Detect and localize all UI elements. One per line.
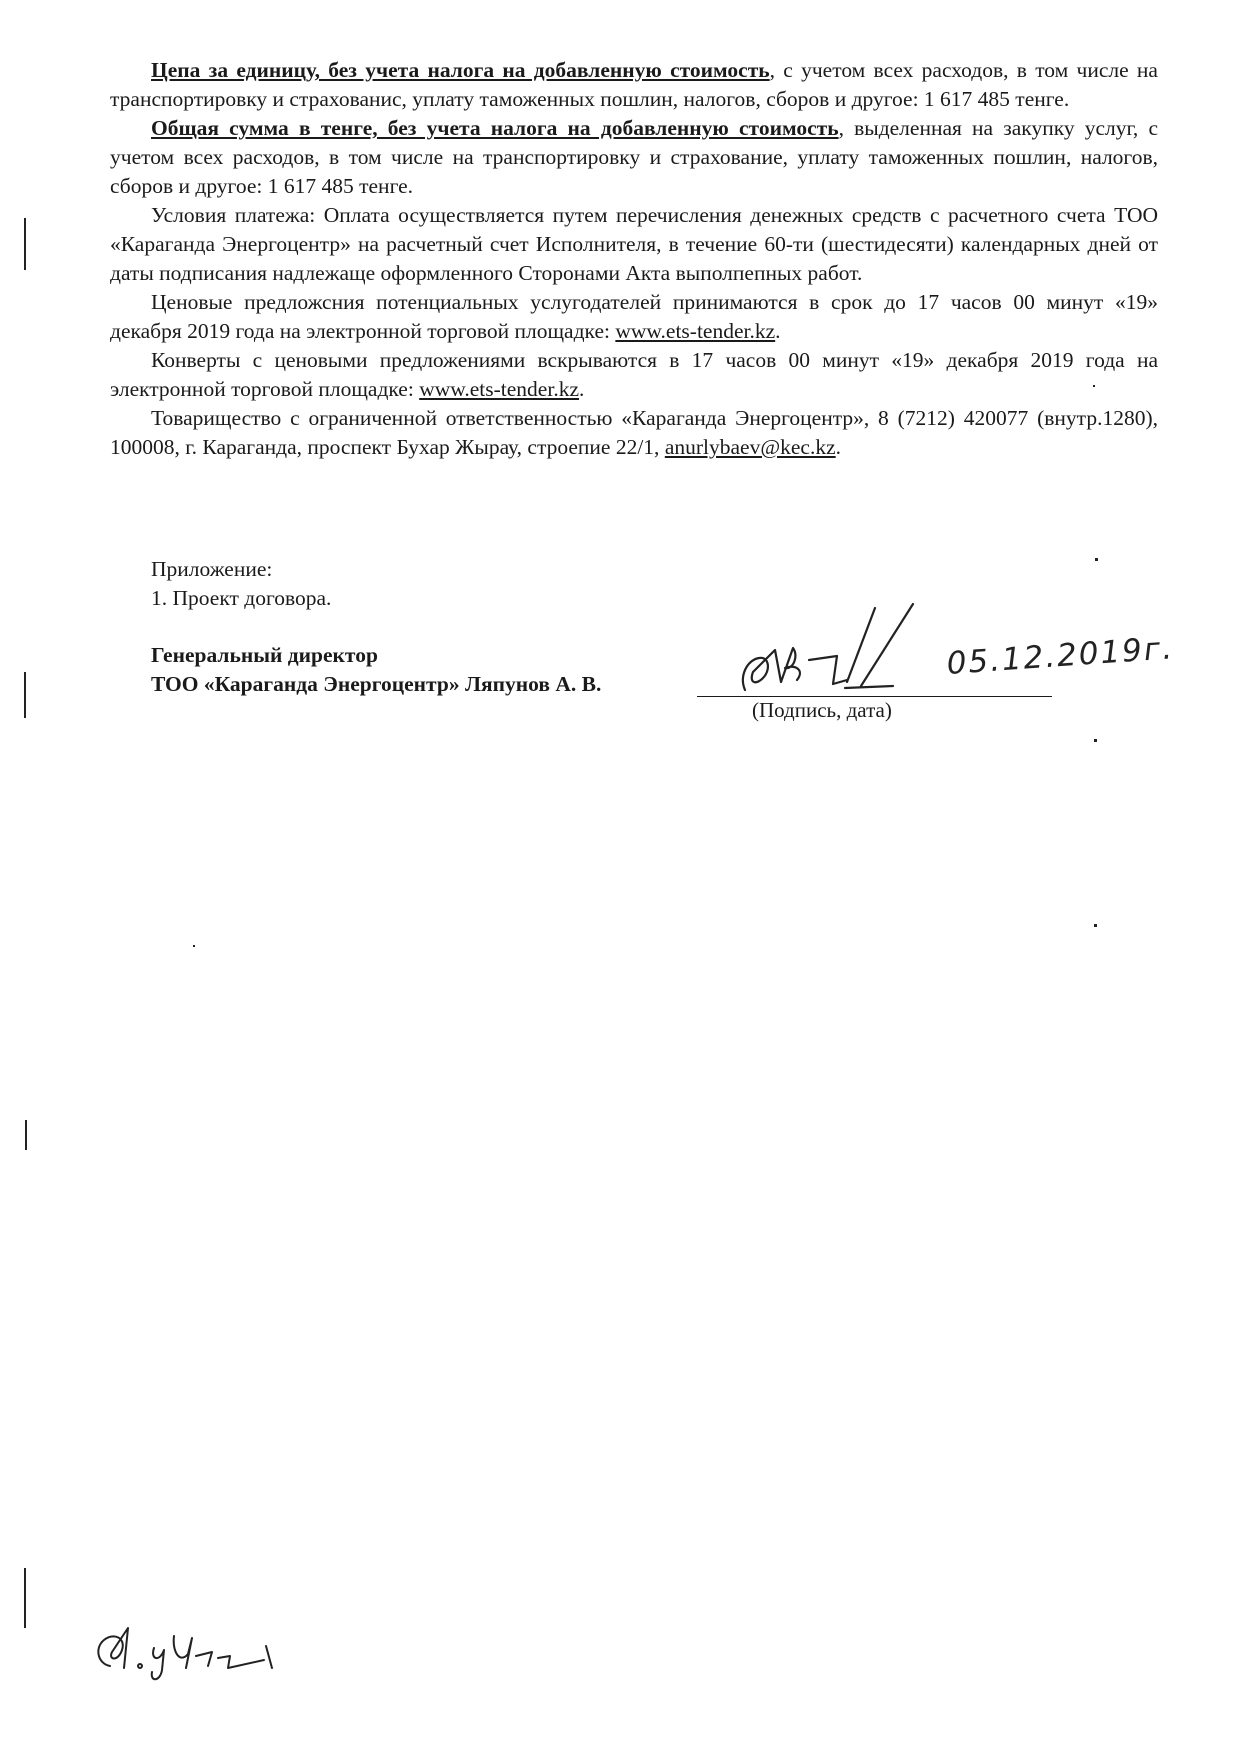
contacts-tail: . bbox=[835, 435, 842, 459]
scan-margin-mark bbox=[24, 672, 26, 718]
signature-caption: (Подпись, дата) bbox=[752, 698, 892, 722]
unit-price-text: , с учетом всех расходов, в том числе на транспортировку и страхованис, уплату таможенных пошлин, налогов, сборов и другое: 1 617 485 тенге. bbox=[110, 58, 1158, 111]
appendix-section bbox=[151, 555, 331, 613]
signatory-block bbox=[151, 641, 601, 699]
appendix-item: 1. Проект договора. bbox=[151, 586, 332, 610]
total-sum-heading: Общая сумма в тенге, без учета налога на добавленную стоимость bbox=[151, 116, 839, 140]
director-signature-icon bbox=[735, 598, 925, 698]
scan-margin-mark bbox=[24, 1568, 26, 1628]
total-sum-text: , выделенная на закупку услуг, с учетом всех расходов, в том числе на транспортировку и страхование, уплату таможенных пошлин, налогов, сборов и другое: 1 617 485 тенге. bbox=[110, 116, 1158, 198]
contacts-text: Товарищество с ограниченной ответственностью «Караганда Энергоцентр», 8 (7212) 420077 (внутр.1280), 100008, г. Караганда, проспект Бухар Жырау, строепие 22/1, bbox=[110, 406, 1158, 459]
opening-tail: . bbox=[579, 377, 585, 401]
deadline-paragraph bbox=[110, 288, 1158, 346]
signature-line bbox=[697, 696, 1052, 697]
handwritten-date: 05.12.2019г. bbox=[945, 630, 1176, 682]
opening-text: Конверты с ценовыми предложениями вскрываются в 17 часов 00 минут «19» декабря 2019 года на электронной торговой площадке: bbox=[110, 348, 1158, 401]
opening-paragraph bbox=[110, 346, 1158, 404]
signatory-position: Генеральный директор bbox=[151, 643, 378, 667]
appendix-title: Приложение: bbox=[151, 557, 273, 581]
deadline-tail: . bbox=[775, 319, 781, 343]
unit-price-heading: Цепа за единицу, без учета налога на добавленную стоимость bbox=[151, 58, 770, 82]
document-body bbox=[110, 56, 1158, 462]
signatory-company-name: ТОО «Караганда Энергоцентр» Ляпунов А. В. bbox=[151, 672, 602, 696]
deadline-text: Ценовые предложсния потенциальных услугодателей принимаются в срок до 17 часов 00 минут «19» декабря 2019 года на электронной торговой площадке: bbox=[110, 290, 1158, 343]
scan-margin-mark bbox=[24, 218, 26, 270]
initials-signature-icon bbox=[88, 1608, 298, 1688]
scan-dot bbox=[193, 945, 195, 947]
scan-dot bbox=[1094, 739, 1097, 742]
unit-price-paragraph bbox=[110, 56, 1158, 114]
contacts-paragraph bbox=[110, 404, 1158, 462]
opening-link[interactable]: www.ets-tender.kz bbox=[419, 377, 579, 401]
scan-margin-mark bbox=[25, 1120, 27, 1150]
deadline-link[interactable]: www.ets-tender.kz bbox=[615, 319, 776, 343]
payment-terms-paragraph: Условия платежа: Оплата осуществляется путем перечисления денежных средств с расчетного счета ТОО «Караганда Энергоцентр» на расчетный счет Исполнителя, в течение 60-ти (шестидесяти) календарных дней от даты подписания надлежаще оформленного Сторонами Акта выполпепных работ. bbox=[110, 203, 1158, 285]
total-sum-paragraph bbox=[110, 114, 1158, 201]
scan-dot bbox=[1095, 558, 1098, 561]
scan-dot bbox=[1093, 385, 1095, 387]
contact-email-link[interactable]: anurlybaev@kec.kz bbox=[664, 435, 836, 459]
scan-dot bbox=[1094, 924, 1097, 927]
